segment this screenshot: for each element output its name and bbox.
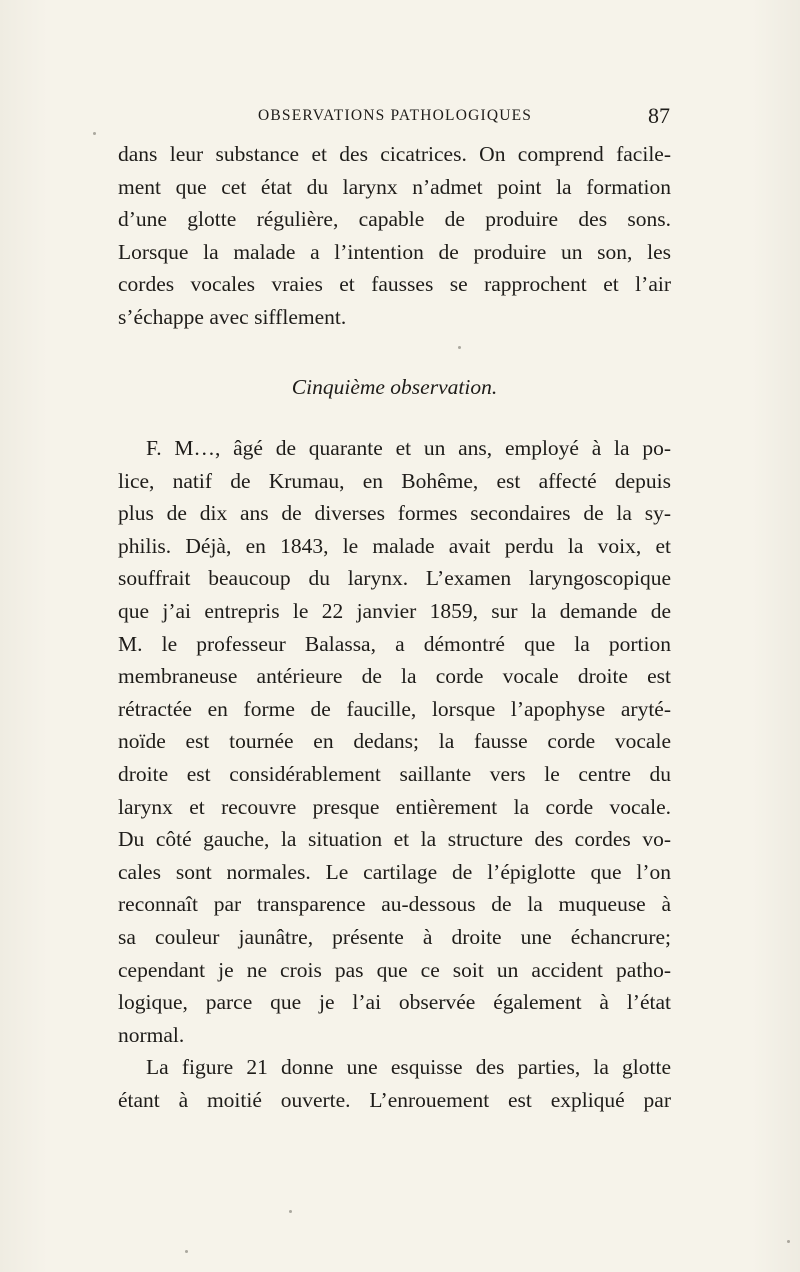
text-line: sa couleur jaunâtre, présente à droite une échancrure; [118,924,671,949]
section-heading: Cinquième observation. [291,375,498,399]
paper-speck [787,1240,790,1243]
text-line: Du côté gauche, la situation et la structure des cordes vo- [118,827,671,852]
text-line: que j’ai entrepris le 22 janvier 1859, sur la demande de [118,598,671,623]
text-line: dans leur substance et des cicatrices. On comprend facile- [118,142,671,166]
text-line: philis. Déjà, en 1843, le malade avait perdu la voix, et [118,533,671,558]
text-line: lice, natif de Krumau, en Bohême, est affecté depuis [118,468,671,493]
text-line: membraneuse antérieure de la corde vocale droite est [118,664,671,689]
body-text-main [118,432,671,1116]
text-line: larynx et recouvre presque entièrement la corde vocale. [118,794,671,819]
paragraph-1 [118,138,671,334]
text-line: Lorsque la malade a l’intention de produire un son, les [118,239,671,264]
text-line: cales sont normales. Le cartilage de l’épiglotte que l’on [118,859,671,884]
page-number: 87 [648,103,670,128]
paragraph-3 [118,1051,671,1116]
text-line: plus de dix ans de diverses formes secondaires de la sy- [118,501,671,526]
page-header [118,103,674,131]
paragraph-2 [118,432,671,1051]
text-line: étant à moitié ouverte. L’enrouement est expliqué par [118,1087,671,1112]
text-line: F. M…, âgé de quarante et un ans, employé à la po- [146,436,671,460]
paper-speck [458,346,461,349]
text-line: droite est considérablement saillante vers le centre du [118,761,671,786]
text-line: souffrait beaucoup du larynx. L’examen laryngoscopique [118,566,671,591]
text-line: ment que cet état du larynx n’admet point la formation [118,174,671,199]
text-line: reconnaît par transparence au-dessous de la muqueuse à [118,892,671,917]
text-line: d’une glotte régulière, capable de produire des sons. [118,207,671,232]
running-title: OBSERVATIONS PATHOLOGIQUES [258,107,533,124]
text-line: noïde est tournée en dedans; la fausse corde vocale [118,729,671,754]
text-line: s’échappe avec sifflement. [118,304,347,329]
text-line: rétractée en forme de faucille, lorsque l’apophyse aryté- [118,696,671,721]
text-line: La figure 21 donne une esquisse des parties, la glotte [146,1055,671,1080]
body-text-top [118,138,671,334]
text-line: cordes vocales vraies et fausses se rapprochent et l’air [118,272,671,297]
text-line: normal. [118,1022,185,1047]
paper-speck [93,132,96,135]
text-line: M. le professeur Balassa, a démontré que la portion [118,631,671,656]
text-line: cependant je ne crois pas que ce soit un accident patho- [118,957,671,982]
paper-speck [185,1250,188,1253]
paper-speck [289,1210,292,1213]
text-line: logique, parce que je l’ai observée également à l’état [118,990,671,1015]
